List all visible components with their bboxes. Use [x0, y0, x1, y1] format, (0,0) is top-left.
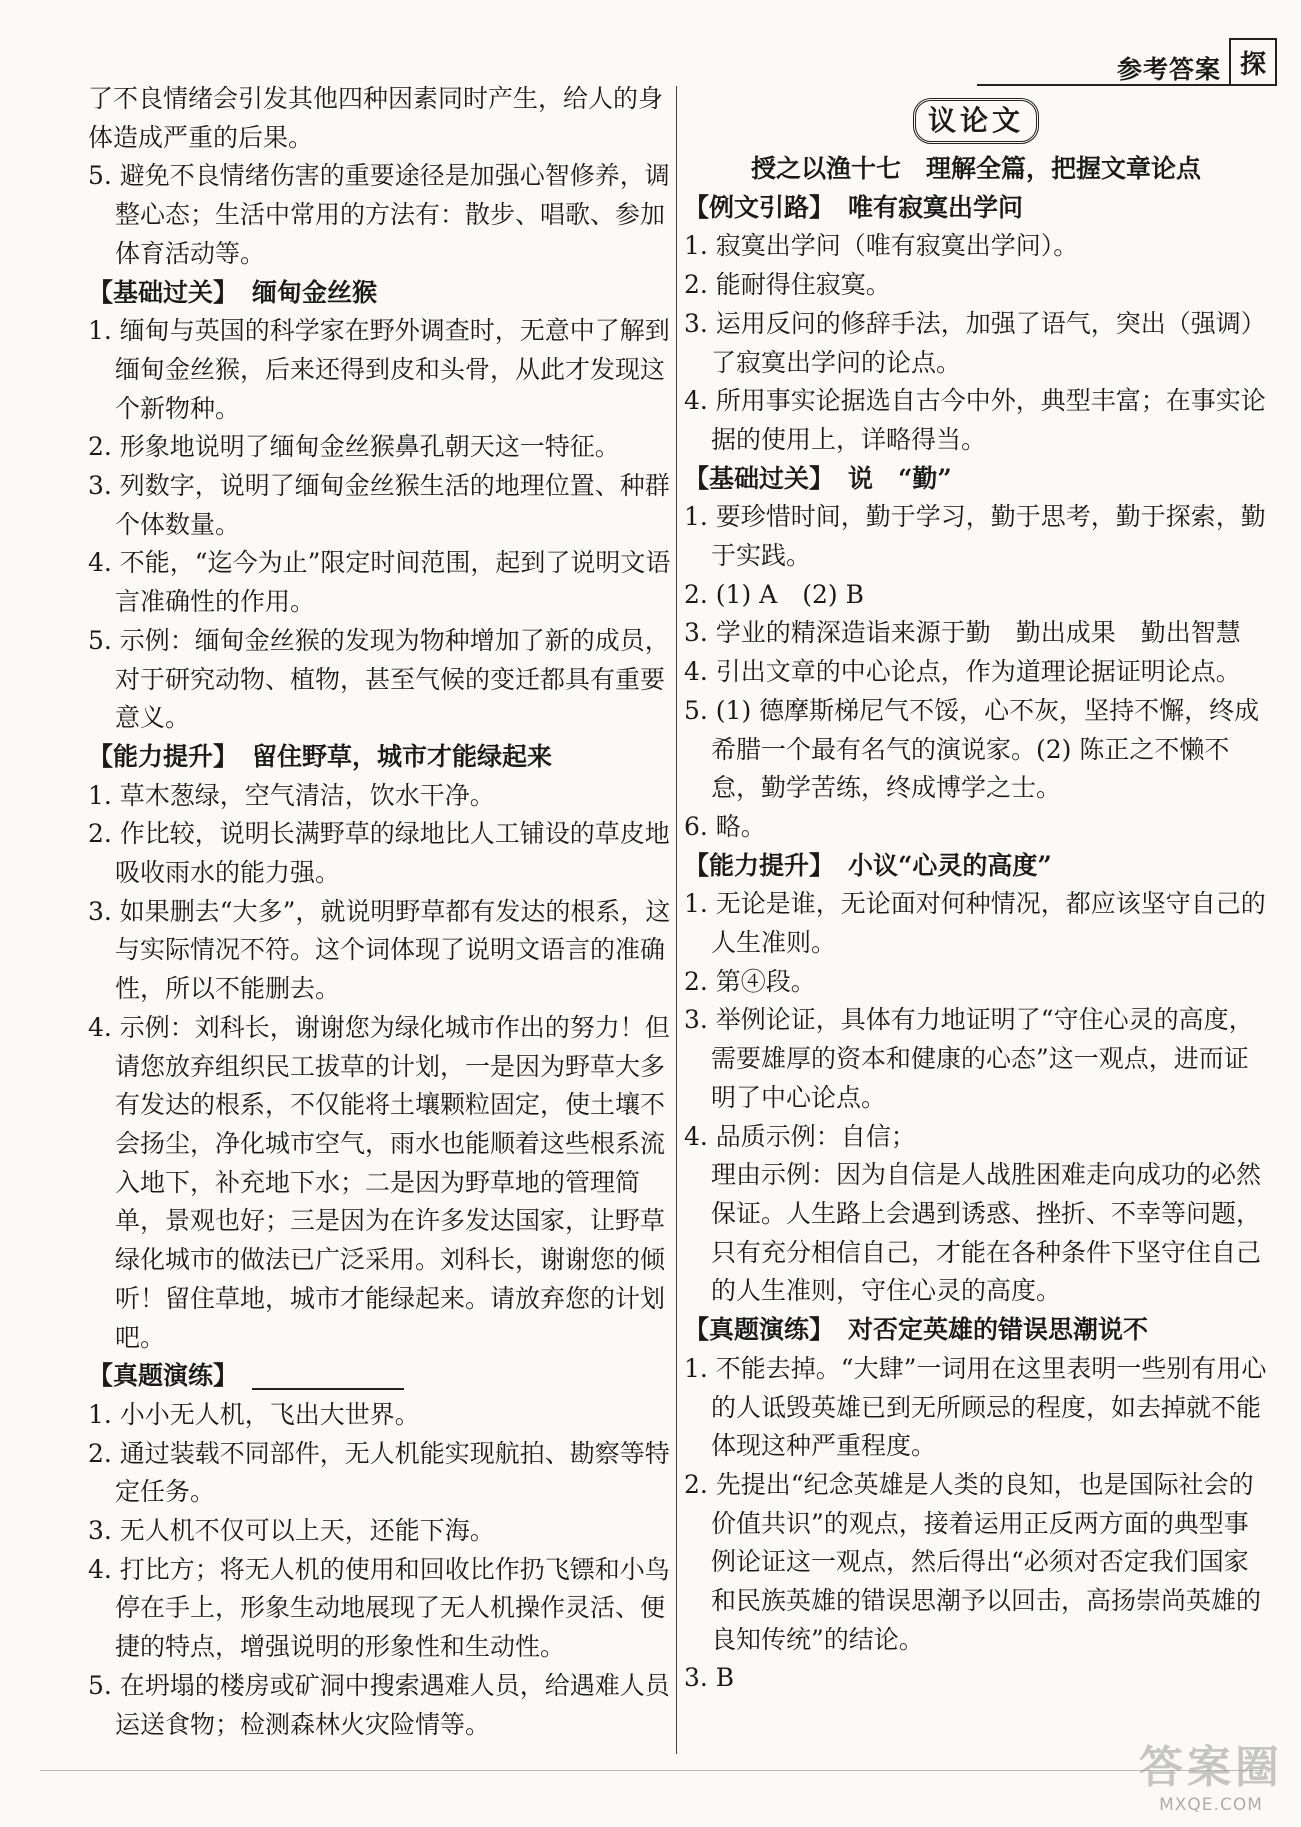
- answer-item: 2. 作比较，说明长满野草的绿地比人工铺设的草皮地吸收雨水的能力强。: [88, 819, 670, 888]
- section-title: 小议“心灵的高度”: [848, 850, 1052, 880]
- answer-item: 2. 通过装载不同部件，无人机能实现航拍、勘察等特定任务。: [88, 1438, 670, 1507]
- left-intro-text: 了不良情绪会引发其他四种因素同时产生，给人的身体造成严重的后果。: [88, 84, 664, 152]
- answer-item: 5. 在坍塌的楼房或矿洞中搜索遇难人员，给遇难人员运送食物；检测森林火灾险情等。: [88, 1670, 670, 1739]
- column-divider: [676, 86, 677, 1754]
- answer-item: 1. 小小无人机，飞出大世界。: [88, 1399, 420, 1429]
- left-intro-item-5: 5. 避免不良情绪伤害的重要途径是加强心智修养，调整心态；生活中常用的方法有：散步、唱歌、参加体育活动等。: [88, 161, 670, 268]
- answer-item: 4. 示例：刘科长，谢谢您为绿化城市作出的努力！但请您放弃组织民工拔草的计划，一是因为野草大多有发达的根系，不仅能将土壤颗粒固定，使土壤不会扬尘，净化城市空气，雨水也能顺着这些根系流入地下，补充地下水；二是因为野草地的管理简单，景观也好；三是因为在许多发达国家，让野草绿化城市的做法已广泛采用。刘科长，谢谢您的倾听！留住草地，城市才能绿起来。请放弃您的计划吧。: [88, 1012, 670, 1352]
- section-tag: 【真题演练】: [684, 1315, 835, 1345]
- section-heading: [88, 738, 671, 777]
- genre-badge: [684, 98, 1268, 144]
- answer-item: 5. (1) 德摩斯梯尼气不馁，心不灰，坚持不懈，终成希腊一个最有名气的演说家。(2) 陈正之不懒不怠，勤学苦练，终成博学之士。: [684, 695, 1260, 803]
- answer-item: 1. 寂寞出学问（唯有寂寞出学问）。: [684, 231, 1079, 261]
- section-heading: [88, 274, 671, 313]
- answer-item: 3. 无人机不仅可以上天，还能下海。: [88, 1516, 495, 1546]
- genre-badge-text: 议论文: [913, 98, 1039, 144]
- answer-item: 3. 学业的精深造诣来源于勤 勤出成果 勤出智慧: [684, 618, 1241, 648]
- answer-item: 3. B: [684, 1663, 735, 1693]
- watermark: [1139, 1731, 1283, 1815]
- section-tag: 【能力提升】: [88, 741, 239, 771]
- answer-item: 2. 能耐得住寂寞。: [684, 270, 891, 300]
- page-header: [1117, 38, 1277, 86]
- answer-item: 4. 不能，“迄今为止”限定时间范围，起到了说明文语言准确性的作用。: [88, 548, 671, 617]
- answer-item: 2. (1) A (2) B: [684, 579, 864, 609]
- answer-item: 3. 举例论证，具体有力地证明了“守住心灵的高度，需要雄厚的资本和健康的心态”这一观点，进而证明了中心论点。: [684, 1005, 1254, 1112]
- section-heading: [684, 189, 1268, 228]
- answer-item: 4. 打比方；将无人机的使用和回收比作扔飞镖和小鸟停在手上，形象生动地展现了无人机操作灵活、便捷的特点，增强说明的形象性和生动性。: [88, 1554, 670, 1662]
- section-heading: [684, 1311, 1268, 1350]
- answer-item: 3. 如果删去“大多”，就说明野草都有发达的根系，这与实际情况不符。这个词体现了说明文语言的准确性，所以不能删去。: [88, 896, 671, 1004]
- section-heading: [684, 460, 1268, 499]
- answer-item: 4. 引出文章的中心论点，作为道理论据证明论点。: [684, 657, 1241, 687]
- section-tag: 【基础过关】: [88, 277, 239, 307]
- watermark-url: MXQE.COM: [1159, 1795, 1263, 1815]
- answer-item: 6. 略。: [684, 811, 766, 841]
- answer-item: 4. 品质示例：自信；: [684, 1121, 916, 1151]
- section-title: 留住野草，城市才能绿起来: [252, 741, 553, 771]
- section-title: 说 “勤”: [848, 463, 952, 493]
- section-tag: 【基础过关】: [684, 463, 835, 493]
- answer-item: 1. 要珍惜时间，勤于学习，勤于思考，勤于探索，勤于实践。: [684, 502, 1266, 571]
- answer-item: 1. 缅甸与英国的科学家在野外调查时，无意中了解到缅甸金丝猴，后来还得到皮和头骨，从此才发现这个新物种。: [88, 316, 670, 423]
- section-heading: [88, 1357, 671, 1396]
- section-tag: 【能力提升】: [684, 850, 835, 880]
- section-heading: [684, 847, 1268, 886]
- title-blank-line: [252, 1366, 404, 1390]
- answer-item: 2. 形象地说明了缅甸金丝猴鼻孔朝天这一特征。: [88, 432, 620, 462]
- bottom-rule: [40, 1770, 1261, 1771]
- left-column: [88, 80, 671, 1744]
- answer-item: 5. 示例：缅甸金丝猴的发现为物种增加了新的成员，对于研究动物、植物，甚至气候的变迁都具有重要意义。: [88, 625, 670, 733]
- answer-item: 1. 无论是谁，无论面对何种情况，都应该坚守自己的人生准则。: [684, 889, 1266, 958]
- header-title: 参考答案: [1116, 55, 1221, 84]
- section-tag: 【例文引路】: [684, 192, 835, 222]
- section-title: 缅甸金丝猴: [252, 277, 378, 307]
- answer-item: 2. 第④段。: [684, 966, 816, 996]
- chapter-title: 授之以渔十七 理解全篇，把握文章论点: [750, 154, 1201, 183]
- answer-item: 3. 列数字，说明了缅甸金丝猴生活的地理位置、种群个体数量。: [88, 471, 670, 539]
- right-column: [684, 98, 1268, 1698]
- section-title: 唯有寂寞出学问: [848, 192, 1024, 222]
- section-title: 对否定英雄的错误思潮说不: [848, 1315, 1149, 1345]
- header-logo: 探: [1229, 38, 1277, 86]
- answer-item: 1. 不能去掉。“大肆”一词用在这里表明一些别有用心的人诋毁英雄已到无所顾忌的程度，如去掉就不能体现这种严重程度。: [684, 1353, 1267, 1461]
- answer-item: 2. 先提出“纪念英雄是人类的良知，也是国际社会的价值共识”的观点，接着运用正反两方面的典型事例论证这一观点，然后得出“必须对否定我们国家和民族英雄的错误思潮予以回击，高扬崇尚英雄的良知传统”的结论。: [684, 1469, 1262, 1654]
- section-tag: 【真题演练】: [88, 1361, 239, 1391]
- watermark-logo: 答案圈: [1139, 1742, 1283, 1793]
- header-rule: [977, 84, 1277, 86]
- answer-item-continuation: 理由示例：因为自信是人战胜困难走向成功的必然保证。人生路上会遇到诱惑、挫折、不幸等问题，只有充分相信自己，才能在各种条件下坚守住自己的人生准则，守住心灵的高度。: [711, 1160, 1262, 1306]
- answer-item: 4. 所用事实论据选自古今中外，典型丰富；在事实论据的使用上，详略得当。: [684, 386, 1266, 454]
- answer-item: 1. 草木葱绿，空气清洁，饮水干净。: [88, 780, 495, 810]
- answer-item: 3. 运用反问的修辞手法，加强了语气，突出（强调）了寂寞出学问的论点。: [684, 308, 1266, 377]
